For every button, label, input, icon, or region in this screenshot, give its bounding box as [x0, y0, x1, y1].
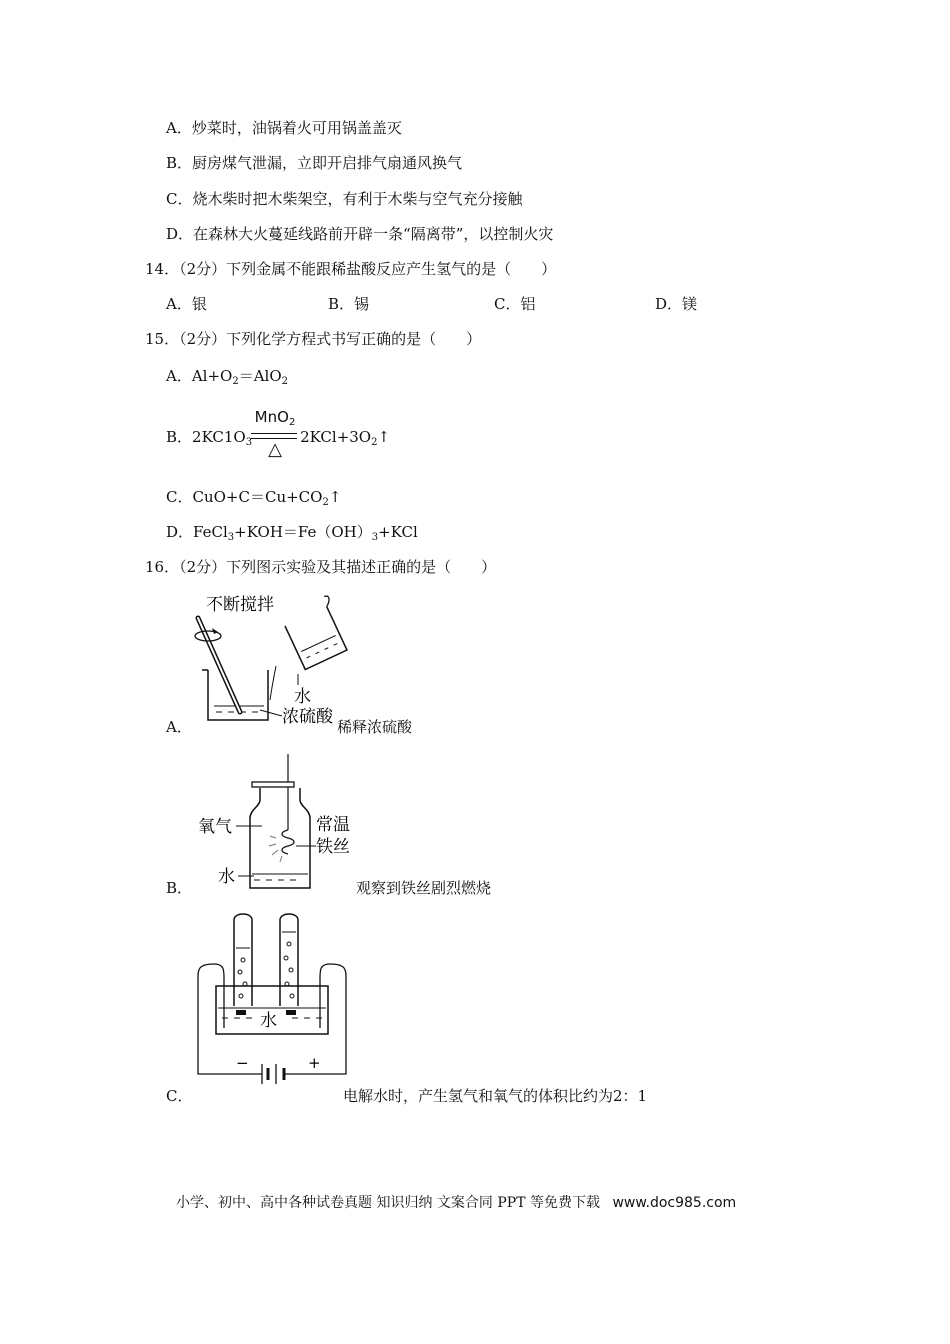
option-letter: B．	[328, 295, 355, 313]
label-water: 水	[260, 1011, 277, 1031]
q13-option-c	[166, 189, 523, 209]
label-room-temperature: 常温	[316, 815, 350, 835]
q16-option-a-letter: A．	[166, 718, 192, 736]
figure-electrolysis	[192, 908, 352, 1098]
equation-part: +KOH＝Fe（OH）	[234, 523, 372, 541]
q16-stem: 16．（2分）下列图示实验及其描述正确的是（ ）	[145, 558, 497, 576]
label-water: 水	[294, 687, 311, 707]
q13-option-d	[166, 224, 553, 244]
q14-option-b	[328, 294, 369, 314]
q14-stem: 14．（2分）下列金属不能跟稀盐酸反应产生氢气的是（ ）	[145, 260, 557, 278]
option-letter: A．	[166, 295, 192, 313]
q14-option-a	[166, 294, 207, 314]
option-text: 镁	[682, 295, 698, 313]
label-iron-wire: 铁丝	[316, 837, 350, 857]
option-letter: D．	[655, 295, 683, 313]
gas-arrow: ↑	[328, 488, 342, 506]
page-footer	[176, 1192, 736, 1212]
catalyst-formula: MnO	[254, 408, 289, 426]
q15-stem: 15．（2分）下列化学方程式书写正确的是（ ）	[145, 330, 482, 348]
subscript: 2	[288, 417, 296, 428]
reaction-catalyst	[251, 408, 299, 432]
q16-option-b-caption: 观察到铁丝剧烈燃烧	[356, 879, 492, 897]
subscript: 2	[371, 437, 378, 448]
option-letter: D．	[166, 523, 194, 541]
option-text: 铝	[520, 295, 536, 313]
option-text: 银	[191, 295, 207, 313]
label-water: 水	[218, 867, 235, 887]
reaction-condition: △	[268, 439, 282, 460]
q14-option-d	[655, 294, 697, 314]
q15-option-d	[166, 522, 418, 548]
option-text: 炒菜时，油锅着火可用锅盖盖灭	[191, 119, 402, 137]
figure-dilute-acid	[190, 590, 390, 735]
q13-option-b	[166, 153, 462, 173]
option-text: 在森林大火蔓延线路前开辟一条“隔离带”，以控制火灾	[193, 225, 554, 243]
label-positive: +	[308, 1054, 321, 1072]
option-letter: A．	[166, 119, 192, 137]
option-text: 锡	[354, 295, 370, 313]
subscript: 2	[322, 497, 329, 508]
option-letter: C．	[494, 295, 521, 313]
label-negative: −	[236, 1054, 249, 1072]
gas-arrow: ↑	[377, 428, 391, 446]
figure-iron-oxygen	[192, 752, 362, 892]
subscript: 3	[245, 437, 253, 448]
equation-part: Al+O	[191, 367, 233, 385]
equation-part: ＝AlO	[238, 367, 282, 385]
option-text: 厨房煤气泄漏，立即开启排气扇通风换气	[192, 154, 463, 172]
q16-option-b-letter: B．	[166, 879, 193, 897]
option-letter: C．	[166, 190, 193, 208]
subscript: 3	[371, 532, 379, 543]
subscript: 3	[227, 532, 235, 543]
option-text: 烧木柴时把木柴架空，有利于木柴与空气充分接触	[192, 190, 523, 208]
equation-part: 2KC1O	[192, 428, 246, 446]
equation-part: 2KCl+3O	[300, 428, 372, 446]
q15-option-a	[166, 366, 288, 392]
label-oxygen: 氧气	[198, 817, 232, 837]
footer-text: 小学、初中、高中各种试卷真题 知识归纳 文案合同 PPT 等免费下载	[176, 1195, 600, 1211]
label-stir: 不断搅拌	[206, 595, 274, 615]
option-letter: A．	[166, 367, 192, 385]
option-letter: D．	[166, 225, 194, 243]
equation-part: +KCl	[378, 523, 418, 541]
q16-option-a-caption: 稀释浓硫酸	[337, 718, 413, 736]
subscript: 2	[232, 376, 239, 387]
option-letter: B．	[166, 428, 193, 446]
q16-option-c-caption: 电解水时，产生氢气和氧气的体积比约为2：1	[343, 1087, 648, 1105]
q16-option-c-letter: C．	[166, 1087, 193, 1105]
equation-part: CuO+C＝Cu+CO	[192, 488, 323, 506]
q14-option-c	[494, 294, 536, 314]
option-letter: C．	[166, 488, 193, 506]
label-acid: 浓硫酸	[282, 707, 333, 727]
q15-option-c	[166, 487, 341, 513]
q13-option-a	[166, 118, 402, 138]
option-letter: B．	[166, 154, 193, 172]
equation-part: FeCl	[193, 523, 228, 541]
subscript: 2	[281, 376, 289, 387]
footer-url[interactable]: www.doc985.com	[612, 1195, 737, 1211]
